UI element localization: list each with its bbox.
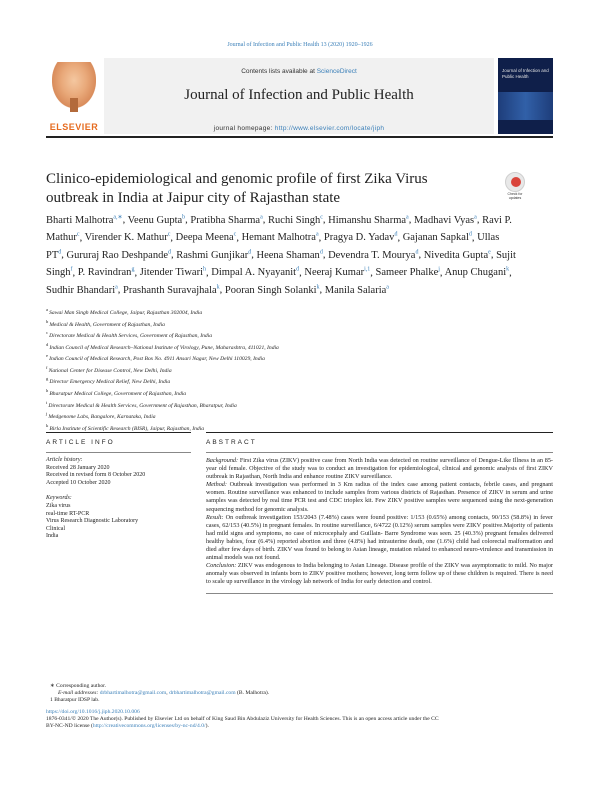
abstract-result: Result: On outbreak investigation 153/2043 (7.48%) cases were found positive: 1/153 (0.65%) among contacts, 90/153 (58.8%) in fever cases, 62/153 (40.5%) in pregnant females. In routine surveillance, 6/4722 (0.12%) serum samples were ZIKV positive.Majority of patients had mild signs and symptoms, no case of microcephaly and Guillain- Barre Syndrome was seen. 25 (40.3%) pregnant females delivered healthy babies, four (6.4%) reported abortion and three (4.8%) had intrauterine death, one (1.6%) child had colorectal malformation and died after few days of birth. ZIKV was found to belong to Asian lineage, mutation related to enhanced neuro-virulence and transmission in animal models was not found. (206, 513, 553, 562)
abstract-rule (206, 452, 553, 453)
author-name[interactable]: Manila Salaria$^a$ (324, 284, 389, 296)
tree-trunk-icon (70, 98, 78, 112)
corresponding-note: ∗ Corresponding author. (50, 683, 107, 689)
doi-link[interactable]: https://doi.org/10.1016/j.jiph.2020.10.006 (46, 708, 140, 715)
keyword: Virus Research Diagnostic Laboratory (46, 518, 139, 525)
affiliation-item: $^h$ Bharatpur Medical College, Government of Rajasthan, India (46, 387, 187, 397)
affiliation-item: $^g$ Director Emergency Medical Relief, New Delhi, India (46, 376, 171, 386)
author-affiliation-marker[interactable]: j (438, 266, 440, 273)
abstract-background: Background: First Zika virus (ZIKV) positive case from North India was detected on routine surveillance of Dengue-Like Illness in an 85-year old female. Objective of the study was to conduct an investigation for epidemiological, clinical and genomic analysis of first ZIKV outbreak in Rajasthan, North India and enhance routine ZIKV surveillance. (206, 457, 553, 481)
sciencedirect-link[interactable]: ScienceDirect (316, 68, 357, 75)
email-link[interactable]: drbhartimalhotra@gmail.com (99, 690, 167, 697)
author-affiliation-marker[interactable]: a (260, 214, 263, 220)
author-name[interactable]: Nivedita Gupta$^e$ (423, 249, 491, 261)
keywords-label: Keywords: (46, 495, 72, 502)
journal-header (104, 58, 494, 134)
journal-title: Journal of Infection and Public Health (184, 87, 414, 103)
affiliation-item: $^k$ Birla Institute of Scientific Research (BISR), Jaipur, Rajasthan, India (46, 422, 205, 432)
journal-cover-image[interactable] (498, 58, 553, 134)
author-name[interactable]: Deepa Meena$^c$ (175, 231, 237, 243)
affiliation-item: $^b$ Medical & Health, Government of Rajasthan, India (46, 318, 165, 328)
author-affiliation-marker[interactable]: d (394, 231, 398, 238)
author-affiliation-marker[interactable]: c (233, 231, 237, 238)
check-updates-icon (505, 172, 525, 192)
author-name[interactable]: Gajanan Sapkal$^d$ (402, 231, 472, 243)
abstract-conclusion: Conclusion: ZIKV was endogenous to India belonging to Asian Lineage. Disease profile of the ZIKV was asymptomatic to mild. No major anomaly was observed in infants born to ZIKV positive mothers; however, long term follow up of these children is required. There is need to scale up surveillance in the virology lab network of India for early detection and control. (206, 562, 553, 586)
abstract-heading: ABSTRACT (206, 439, 257, 446)
abstract-rule-top (206, 432, 553, 433)
author-name[interactable]: Hemant Malhotra$^a$ (241, 231, 319, 243)
author-affiliation-marker[interactable]: b (182, 214, 186, 220)
author-note: 1 Bharatpur IDSP lab. (50, 697, 100, 704)
journal-citation[interactable]: Journal of Infection and Public Health 13 (2020) 1920–1926 (227, 42, 373, 48)
author-name[interactable]: P. Ravindran$^g$ (77, 266, 135, 278)
affiliation-item: $^d$ Indian Council of Medical Research–National Institute of Virology, Pune, Maharashtra, 411021, India (46, 341, 279, 351)
affiliation-list (46, 306, 546, 433)
article-info-rule (46, 452, 191, 453)
article-history (46, 457, 191, 487)
author-affiliation-marker[interactable]: a,∗ (113, 214, 123, 220)
author-affiliation-marker[interactable]: k (506, 266, 510, 273)
author-affiliation-marker[interactable]: c (76, 231, 80, 238)
author-name[interactable]: Devendra T. Mourya$^d$ (328, 249, 419, 261)
article-info (46, 432, 191, 541)
author-name[interactable]: Anup Chugani$^k$ (444, 266, 510, 278)
affiliation-item: $^c$ Directorate Medical & Health Services, Government of Rajasthan, India (46, 330, 213, 339)
author-affiliation-marker[interactable]: k (316, 284, 320, 290)
history-revised: Received in revised form 8 October 2020 (46, 472, 146, 479)
abstract (206, 432, 553, 594)
author-name[interactable]: Jitender Tiwari$^h$ (139, 266, 206, 278)
cover-artwork (498, 92, 553, 120)
header-rule (46, 136, 553, 138)
homepage-link[interactable]: http://www.elsevier.com/locate/jiph (274, 125, 385, 132)
author-affiliation-marker[interactable]: d (468, 231, 472, 238)
author-name[interactable]: Pooran Singh Solanki$^k$ (224, 284, 320, 296)
author-name[interactable]: Veenu Gupta$^b$ (127, 214, 186, 226)
author-name[interactable]: Virender K. Mathur$^c$ (84, 231, 171, 243)
author-name[interactable]: Pratibha Sharma$^a$ (190, 214, 263, 226)
check-updates-label: Check for updates (507, 192, 523, 200)
email-note: E-mail addresses: drbhartimalhotra@gmail.com, drbhartimalhotra@gmail.com (B. Malhotra). (58, 690, 270, 697)
affiliation-item: $^f$ National Center for Disease Control, New Delhi, India (46, 364, 172, 374)
license-link[interactable]: http://creativecommons.org/licenses/by-nc-nd/4.0/ (92, 723, 206, 730)
author-name[interactable]: Rashmi Gunjikar$^d$ (176, 249, 252, 261)
journal-homepage (104, 125, 494, 132)
author-name[interactable]: Dimpal A. Nyayanit$^d$ (211, 266, 300, 278)
license-line: 1876-0341/© 2020 The Author(s). Published by Elsevier Ltd on behalf of King Saud Bin Abdulaziz University for Health Sciences. This is an open access article under the CC (46, 715, 439, 722)
author-affiliation-marker[interactable]: d (248, 249, 252, 255)
author-name[interactable]: Sameer Phalke$^j$ (375, 266, 440, 278)
author-affiliation-marker[interactable]: k (216, 284, 220, 290)
author-name[interactable]: Himanshu Sharma$^a$ (328, 214, 409, 226)
affiliation-item: $^i$ Directorate Medical & Health Services, Government of Rajasthan, Bharatpur, India (46, 399, 237, 409)
author-name[interactable]: Pragya D. Yadav$^d$ (323, 231, 398, 243)
email-link[interactable]: drbhartimalhotra@gmail.com (169, 690, 236, 697)
author-affiliation-marker[interactable]: c (320, 214, 323, 220)
author-affiliation-marker[interactable]: a (315, 231, 319, 238)
contents-prefix: Contents lists available at (241, 68, 317, 75)
contents-line (104, 68, 494, 75)
cover-title: Journal of Infection and Public Health (502, 68, 549, 79)
license-line-2: BY-NC-ND license (http://creativecommons.org/licenses/by-nc-nd/4.0/). (46, 723, 209, 730)
author-name[interactable]: Neeraj Kumar$^{i,1}$ (304, 266, 371, 278)
keyword: real-time RT-PCR (46, 510, 90, 517)
author-affiliation-marker[interactable]: d (319, 249, 323, 255)
author-affiliation-marker[interactable]: e (488, 249, 491, 255)
author-name[interactable]: Prashanth Suravajhala$^k$ (123, 284, 220, 296)
author-affiliation-marker[interactable]: h (202, 266, 206, 273)
abstract-rule-bottom (206, 593, 553, 594)
elsevier-wordmark: ELSEVIER (49, 122, 99, 132)
affiliation-item: $^a$ Sawai Man Singh Medical College, Jaipur, Rajasthan 302004, India (46, 307, 203, 316)
keyword: Zika virus (46, 502, 71, 509)
history-received: Received 28 January 2020 (46, 464, 110, 471)
author-affiliation-marker[interactable]: g (131, 266, 135, 273)
author-name[interactable]: Ullas $PT^d$ (46, 232, 500, 261)
author-affiliation-marker[interactable]: a (115, 284, 118, 290)
keyword: India (46, 533, 59, 540)
abstract-method: Method: Outbreak investigation was performed in 3 Km radius of the index case among patient contacts, febrile cases, and pregnant women. Routine surveillance was enhanced to include samples from various districts of Rajasthan. Presence of ZIKV in serum and urine samples was detected by real time PCR test and CDC trioplex kit. Few ZIKV positive samples were sequenced using the next-generation sequencing method for genomic analysis. (206, 481, 553, 513)
abstract-body (206, 457, 553, 587)
author-affiliation-marker[interactable]: i,1 (364, 266, 371, 273)
footnotes (46, 683, 553, 730)
author-name[interactable]: Sudhir Bhandari$^a$ (46, 284, 118, 296)
author-affiliation-marker[interactable]: f (70, 266, 73, 273)
author-affiliation-marker[interactable]: d (296, 266, 300, 273)
elsevier-logo[interactable] (46, 58, 102, 134)
article-info-heading: ARTICLE INFO (46, 439, 115, 446)
author-name[interactable]: Sujit Singh$^f$ (46, 249, 516, 278)
affiliation-item: $^e$ Indian Council of Medical Research, Post Box No. 4911 Ansari Nagar, New Delhi 110029, India (46, 353, 265, 363)
author-affiliation-marker[interactable]: a (406, 214, 409, 220)
author-name[interactable]: Ravi P. Mathur$^c$ (46, 214, 512, 243)
author-name[interactable]: Heena Shaman$^d$ (256, 249, 323, 261)
author-name[interactable]: Madhavi Vyas$^a$ (413, 214, 477, 226)
check-for-updates-button[interactable] (502, 172, 528, 202)
author-name[interactable]: Bharti Malhotra$^{a,∗}$ (46, 214, 123, 226)
affiliation-item: $^j$ Medgenome Labs, Bangalore, Karnataka, India (46, 411, 156, 420)
homepage-label: journal homepage: (213, 125, 275, 132)
author-affiliation-marker[interactable]: a (474, 214, 477, 220)
author-affiliation-marker[interactable]: d (167, 249, 171, 255)
keywords (46, 495, 191, 541)
author-affiliation-marker[interactable]: d (415, 249, 419, 255)
history-label: Article history: (46, 457, 83, 463)
author-name[interactable]: Gururaj Rao Deshpande$^d$ (66, 249, 171, 261)
keyword: Clinical (46, 525, 65, 532)
article-title: Clinico-epidemiological and genomic profile of first Zika Virus outbreak in India at Jaipur city of Rajasthan state (46, 171, 428, 206)
article-info-rule-top (46, 432, 191, 433)
author-list: Bharti Malhotra$^{a,∗}$, Veenu Gupta$^b$, Pratibha Sharma$^a$, Ruchi Singh$^c$, Himanshu Sharma$^a$, Madhavi Vyas$^a$, Ravi P. Mathur$^c$, Virender K. Mathur$^c$, Deepa Meena$^c$, Hemant Malhotra$^a$, Pragya D. Yadav$^d$, Gajanan Sapkal$^d$, Ullas $PT^d$, Gururaj Rao Deshpande$^d$, Rashmi Gunjikar$^d$, Heena Shaman$^d$, Devendra T. Mourya$^d$, Nivedita Gupta$^e$, Sujit Singh$^f$, P. Ravindran$^g$, Jitender Tiwari$^h$, Dimpal A. Nyayanit$^d$, Neeraj Kumar$^{i,1}$, Sameer Phalke$^j$, Anup Chugani$^k$, Sudhir Bhandari$^a$, Prashanth Suravajhala$^k$, Pooran Singh Solanki$^k$, Manila Salaria$^a$ (46, 214, 516, 296)
author-affiliation-marker[interactable]: c (167, 231, 171, 238)
author-name[interactable]: Ruchi Singh$^c$ (268, 214, 323, 226)
author-affiliation-marker[interactable]: a (386, 284, 389, 290)
author-affiliation-marker[interactable]: d (58, 249, 62, 255)
history-accepted: Accepted 10 October 2020 (46, 479, 111, 486)
